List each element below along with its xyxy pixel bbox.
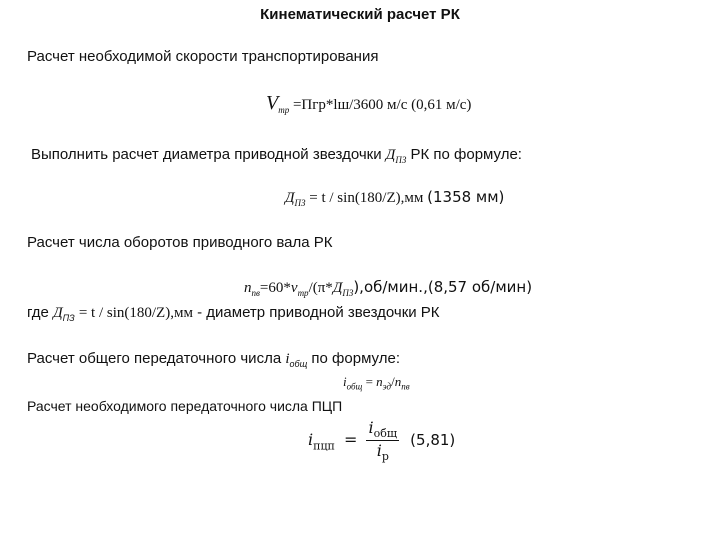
velocity-expression: =Пгр*lш/3600 м/с (0,61 м/с): [292, 97, 472, 113]
chain-ratio-heading: Расчет необходимого передаточного числа ПЦП: [27, 398, 343, 414]
total-ratio-n2: n: [394, 374, 402, 389]
total-ratio-slash: /: [391, 374, 395, 389]
chain-ratio-formula: [308, 418, 455, 463]
velocity-heading: Расчет необходимой скорости транспортирования: [27, 48, 379, 65]
chain-ratio-den-i: i: [376, 441, 382, 461]
total-ratio-symbol: i: [285, 351, 290, 367]
where-word: где: [27, 304, 49, 321]
page-title: Кинематический расчет РК: [260, 6, 460, 23]
sprocket-symbol: [386, 147, 407, 163]
total-ratio-n1: n: [376, 374, 383, 389]
sprocket-symbol-letter: Д: [385, 147, 396, 163]
rpm-mid: /(π*: [308, 280, 333, 296]
chain-ratio-den-sub: р: [381, 450, 389, 464]
where-description: - диаметр приводной звездочки РК: [197, 304, 440, 321]
total-ratio-heading-tail: по формуле:: [311, 350, 400, 367]
chain-ratio-denominator: [366, 441, 399, 463]
total-ratio-heading: [27, 350, 400, 369]
rpm-d-sub: ПЗ: [342, 288, 354, 298]
rpm-eq: =60*: [259, 280, 291, 296]
total-ratio-lhs: i: [343, 374, 347, 389]
sprocket-heading-text: Выполнить расчет диаметра приводной звездочки: [31, 146, 382, 163]
sprocket-heading-tail: РК по формуле:: [410, 146, 522, 163]
sprocket-symbol-sub: ПЗ: [395, 155, 407, 165]
chain-ratio-eq: =: [343, 430, 358, 450]
rpm-v: v: [290, 280, 298, 296]
where-expression: = t / sin(180/Z),мм: [78, 305, 193, 321]
sprocket-heading: [31, 146, 522, 165]
sprocket-formula-expression: = t / sin(180/Z),мм: [309, 190, 424, 206]
chain-ratio-fraction: [366, 418, 399, 463]
velocity-formula: [266, 92, 471, 115]
where-symbol: Д: [53, 305, 63, 321]
chain-ratio-lhs: i: [308, 430, 314, 450]
sprocket-formula-result: (1358 мм): [427, 188, 505, 206]
chain-ratio-numerator: [366, 418, 399, 441]
sprocket-formula-sub: ПЗ: [294, 198, 306, 208]
velocity-subscript: тр: [278, 105, 290, 115]
total-ratio-heading-text: Расчет общего передаточного числа: [27, 350, 282, 367]
velocity-symbol: V: [266, 92, 279, 114]
total-ratio-n1-sub: эд: [382, 381, 392, 392]
rpm-v-sub: тр: [297, 288, 309, 298]
rpm-heading: Расчет числа оборотов приводного вала РК: [27, 234, 333, 251]
rpm-where-line: [27, 304, 440, 323]
chain-ratio-num-sub: общ: [373, 427, 398, 441]
sprocket-formula: [285, 188, 504, 208]
total-ratio-formula: [343, 374, 410, 392]
rpm-d: Д: [332, 280, 343, 296]
total-ratio-n2-sub: пв: [401, 381, 410, 392]
rpm-symbol-sub: пв: [251, 288, 260, 298]
sprocket-formula-symbol: Д: [285, 190, 295, 206]
rpm-symbol: n: [244, 280, 252, 296]
total-ratio-lhs-sub: общ: [346, 381, 363, 392]
total-ratio-eq: =: [365, 374, 373, 389]
total-ratio-symbol-sub: общ: [289, 359, 308, 369]
chain-ratio-num-i: i: [368, 418, 374, 437]
where-symbol-sub: ПЗ: [62, 313, 75, 323]
rpm-tail: ),об/мин.,(8,57 об/мин): [353, 278, 533, 296]
rpm-formula: [244, 278, 532, 298]
chain-ratio-lhs-sub: пцп: [313, 439, 335, 453]
chain-ratio-result: (5,81): [410, 431, 456, 450]
